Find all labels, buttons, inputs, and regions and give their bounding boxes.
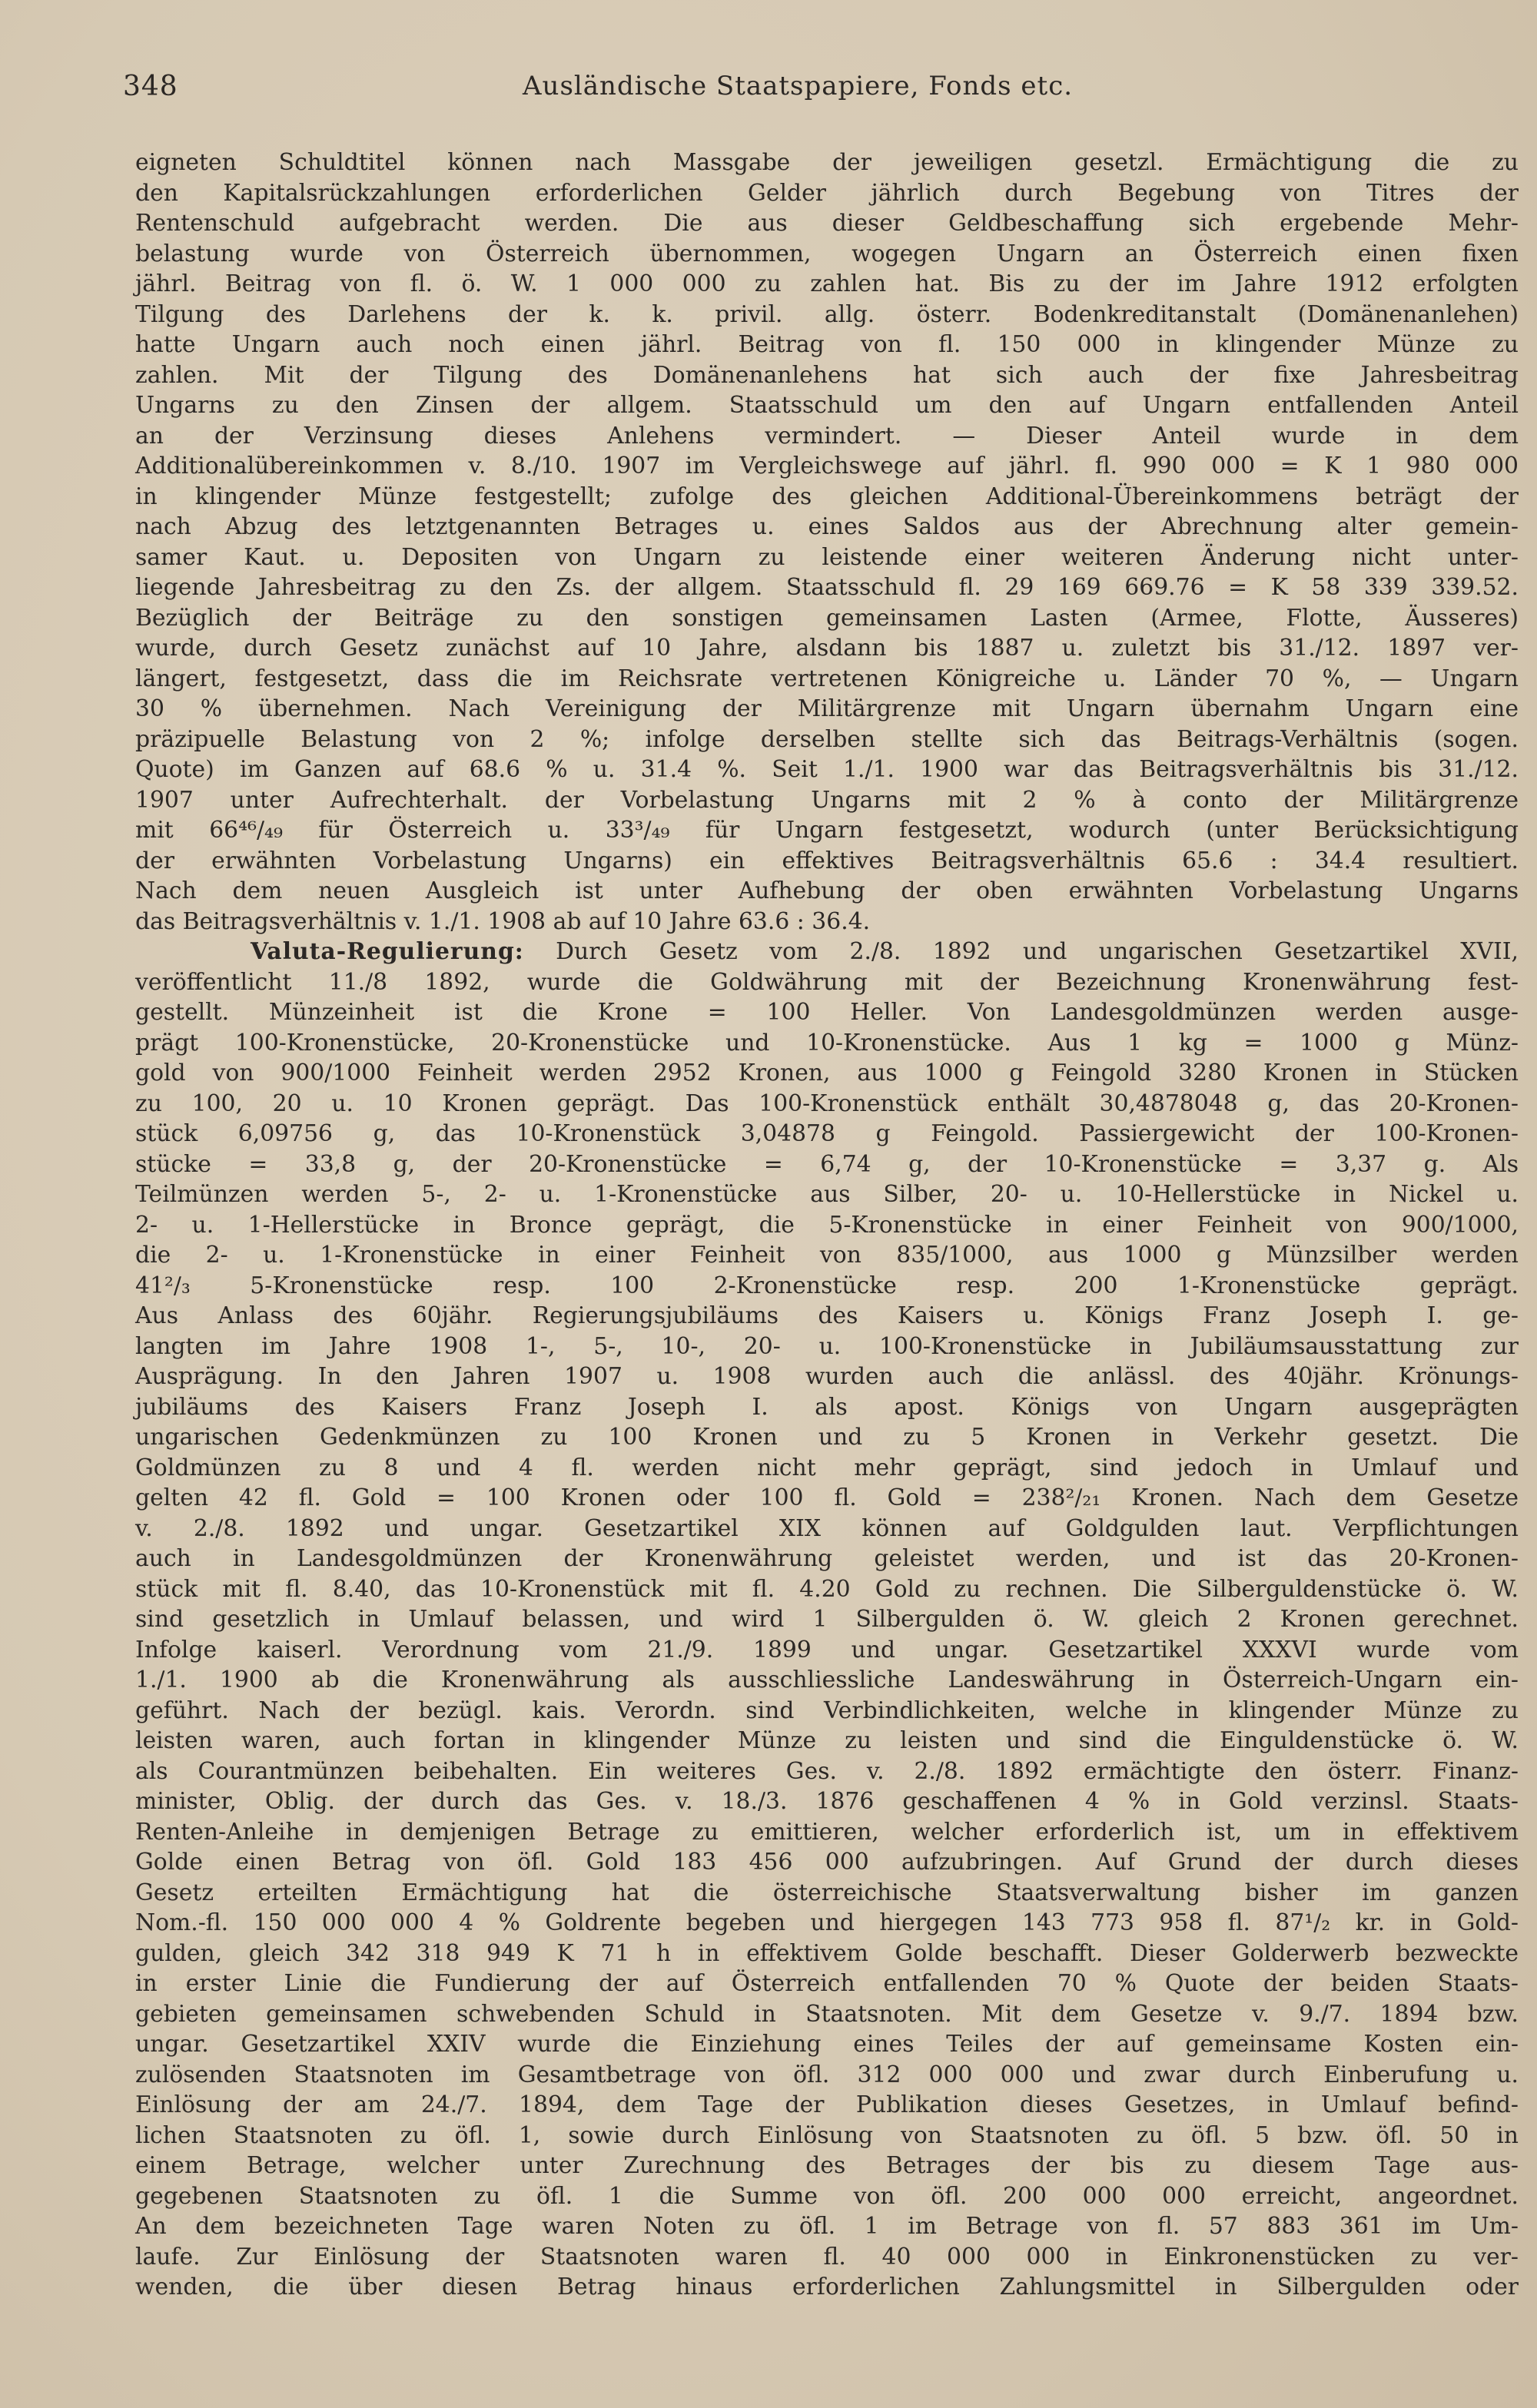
- text-line: der erwähnten Vorbelastung Ungarns) ein effektives Beitragsverhältnis 65.6 : 34.4 resultiert.: [135, 847, 1519, 874]
- text-line: liegende Jahresbeitrag zu den Zs. der allgem. Staatsschuld fl. 29 169 669.76 = K 58 339 339.52.: [135, 574, 1519, 601]
- text-line: eigneten Schuldtitel können nach Massgabe der jeweiligen gesetzl. Ermächtigung die zu: [135, 149, 1519, 176]
- text-line: v. 2./8. 1892 und ungar. Gesetzartikel XIX können auf Goldgulden laut. Verpflichtungen: [135, 1514, 1519, 1542]
- text-line: Ausprägung. In den Jahren 1907 u. 1908 wurden auch die anlässl. des 40jähr. Krönungs-: [135, 1363, 1519, 1390]
- text-line: Einlösung der am 24./7. 1894, dem Tage der Publikation dieses Gesetzes, in Umlauf befind-: [135, 2091, 1519, 2118]
- text-line: gulden, gleich 342 318 949 K 71 h in effektivem Golde beschafft. Dieser Golderwerb bezweckte: [135, 1939, 1519, 1967]
- text-line: zahlen. Mit der Tilgung des Domänenanlehens hat sich auch der fixe Jahresbeitrag: [135, 361, 1519, 389]
- text-line: sind gesetzlich in Umlauf belassen, und wird 1 Silbergulden ö. W. gleich 2 Kronen gerechnet.: [135, 1606, 1519, 1633]
- text-line: Infolge kaiserl. Verordnung vom 21./9. 1899 und ungar. Gesetzartikel XXXVI wurde vom: [135, 1636, 1519, 1663]
- text-line: als Courantmünzen beibehalten. Ein weiteres Ges. v. 2./8. 1892 ermächtigte den österr. Finanz-: [135, 1757, 1519, 1785]
- text-line: Bezüglich der Beiträge zu den sonstigen gemeinsamen Lasten (Armee, Flotte, Äusseres): [135, 604, 1519, 632]
- text-line: minister, Oblig. der durch das Ges. v. 18./3. 1876 geschaffenen 4 % in Gold verzinsl. Staats-: [135, 1788, 1519, 1815]
- text-line: Goldmünzen zu 8 und 4 fl. werden nicht mehr geprägt, sind jedoch in Umlauf und: [135, 1454, 1519, 1481]
- text-line: Gesetz erteilten Ermächtigung hat die österreichische Staatsverwaltung bisher im ganzen: [135, 1879, 1519, 1906]
- section-heading: Valuta-Regulierung:: [251, 938, 524, 965]
- text-line: die 2- u. 1-Kronenstücke in einer Feinheit von 835/1000, aus 1000 g Münzsilber werden: [135, 1242, 1519, 1269]
- text-line: Renten-Anleihe in demjenigen Betrage zu emittieren, welcher erforderlich ist, um in effektivem: [135, 1818, 1519, 1846]
- text-line: leisten waren, auch fortan in klingender Münze zu leisten und sind die Einguldenstücke ö. W.: [135, 1727, 1519, 1754]
- text-line: an der Verzinsung dieses Anlehens vermindert. — Dieser Anteil wurde in dem: [135, 422, 1519, 449]
- text-line: wenden, die über diesen Betrag hinaus erforderlichen Zahlungsmittel in Silbergulden oder: [135, 2274, 1519, 2300]
- text-line: 2- u. 1-Hellerstücke in Bronce geprägt, die 5-Kronenstücke in einer Feinheit von 900/1000,: [135, 1211, 1519, 1239]
- page-number: 348: [123, 71, 178, 102]
- text-line: Nach dem neuen Ausgleich ist unter Aufhebung der oben erwähnten Vorbelastung Ungarns: [135, 877, 1519, 904]
- text-line: gelten 42 fl. Gold = 100 Kronen oder 100 fl. Gold = 238²/₂₁ Kronen. Nach dem Gesetze: [135, 1484, 1519, 1511]
- text-line: Tilgung des Darlehens der k. k. privil. allg. österr. Bodenkreditanstalt (Domänenanlehen): [135, 300, 1519, 328]
- text-line: 30 % übernehmen. Nach Vereinigung der Militärgrenze mit Ungarn übernahm Ungarn eine: [135, 695, 1519, 722]
- text-line: präzipuelle Belastung von 2 %; infolge derselben stellte sich das Beitrags-Verhältnis (sogen.: [135, 725, 1519, 753]
- text-line: veröffentlicht 11./8 1892, wurde die Goldwährung mit der Bezeichnung Kronenwährung fest-: [135, 968, 1519, 996]
- text-line: ungarischen Gedenkmünzen zu 100 Kronen und zu 5 Kronen in Verkehr gesetzt. Die: [135, 1424, 1519, 1451]
- text-line: gegebenen Staatsnoten zu öfl. 1 die Summe von öfl. 200 000 000 erreicht, angeordnet.: [135, 2182, 1519, 2210]
- text-line: belastung wurde von Österreich übernommen, wogegen Ungarn an Österreich einen fixen: [135, 240, 1519, 267]
- text-line: jubiläums des Kaisers Franz Joseph I. als apost. Königs von Ungarn ausgeprägten: [135, 1393, 1519, 1421]
- running-head: Ausländische Staatspapiere, Fonds etc.: [523, 71, 1074, 101]
- text-line: langten im Jahre 1908 1-, 5-, 10-, 20- u. 100-Kronenstücke in Jubiläumsausstattung zur: [135, 1332, 1519, 1360]
- text-line: gestellt. Münzeinheit ist die Krone = 100 Heller. Von Landesgoldmünzen werden ausge-: [135, 999, 1519, 1026]
- text-line: 41²/₃ 5-Kronenstücke resp. 100 2-Kronenstücke resp. 200 1-Kronenstücke geprägt.: [135, 1272, 1519, 1299]
- text-line: Golde einen Betrag von öfl. Gold 183 456 000 aufzubringen. Auf Grund der durch dieses: [135, 1849, 1519, 1876]
- text-line: stück 6,09756 g, das 10-Kronenstück 3,04878 g Feingold. Passiergewicht der 100-Kronen-: [135, 1120, 1519, 1147]
- text-line: gold von 900/1000 Feinheit werden 2952 Kronen, aus 1000 g Feingold 3280 Kronen in Stücken: [135, 1060, 1519, 1086]
- text-line: 1907 unter Aufrechterhalt. der Vorbelastung Ungarns mit 2 % à conto der Militärgrenze: [135, 786, 1519, 814]
- text-line: einem Betrage, welcher unter Zurechnung des Betrages der bis zu diesem Tage aus-: [135, 2152, 1519, 2179]
- text-line: den Kapitalsrückzahlungen erforderlichen Gelder jährlich durch Begebung von Titres der: [135, 179, 1519, 207]
- text-line: zulösenden Staatsnoten im Gesamtbetrage von öfl. 312 000 000 und zwar durch Einberufung u.: [135, 2061, 1519, 2088]
- text-line: das Beitragsverhältnis v. 1./1. 1908 ab auf 10 Jahre 63.6 : 36.4.: [135, 907, 871, 935]
- text-line: ungar. Gesetzartikel XXIV wurde die Einziehung eines Teiles der auf gemeinsame Kosten ein-: [135, 2031, 1519, 2058]
- text-line: stücke = 33,8 g, der 20-Kronenstücke = 6,74 g, der 10-Kronenstücke = 3,37 g. Als: [135, 1150, 1519, 1178]
- text-line: in erster Linie die Fundierung der auf Österreich entfallenden 70 % Quote der beiden Staats-: [135, 1970, 1519, 1997]
- text-line: in klingender Münze festgestellt; zufolge des gleichen Additional-Übereinkommens beträgt der: [135, 483, 1519, 510]
- text-line: laufe. Zur Einlösung der Staatsnoten waren fl. 40 000 000 in Einkronenstücken zu ver-: [135, 2243, 1519, 2270]
- text-line: Nom.-fl. 150 000 000 4 % Goldrente begeben und hiergegen 143 773 958 fl. 87¹/₂ kr. in Gold-: [135, 1909, 1519, 1936]
- text-line: nach Abzug des letztgenannten Betrages u. eines Saldos aus der Abrechnung alter gemein-: [135, 513, 1519, 540]
- text-line: gebieten gemeinsamen schwebenden Schuld in Staatsnoten. Mit dem Gesetze v. 9./7. 1894 bzw.: [135, 2000, 1519, 2028]
- text-line: geführt. Nach der bezügl. kais. Verordn. sind Verbindlichkeiten, welche in klingender Münze zu: [135, 1697, 1519, 1724]
- text-line: prägt 100-Kronenstücke, 20-Kronenstücke und 10-Kronenstücke. Aus 1 kg = 1000 g Münz-: [135, 1029, 1519, 1056]
- page-header: [123, 71, 1445, 109]
- text-line: Additionalübereinkommen v. 8./10. 1907 im Vergleichswege auf jährl. fl. 990 000 = K 1 980 000: [135, 453, 1519, 479]
- text-line: zu 100, 20 u. 10 Kronen geprägt. Das 100-Kronenstück enthält 30,4878048 g, das 20-Kronen-: [135, 1090, 1519, 1117]
- text-line: Teilmünzen werden 5-, 2- u. 1-Kronenstücke aus Silber, 20- u. 10-Hellerstücke in Nickel u.: [135, 1181, 1519, 1208]
- text-line: lichen Staatsnoten zu öfl. 1, sowie durch Einlösung von Staatsnoten zu öfl. 5 bzw. öfl. 50 in: [135, 2121, 1519, 2149]
- text-line: wurde, durch Gesetz zunächst auf 10 Jahre, alsdann bis 1887 u. zuletzt bis 31./12. 1897 ver-: [135, 635, 1519, 662]
- text-line: 1./1. 1900 ab die Kronenwährung als ausschliessliche Landeswährung in Österreich-Ungarn ein-: [135, 1667, 1519, 1693]
- text-line: längert, festgesetzt, dass die im Reichsrate vertretenen Königreiche u. Länder 70 %, — Ungarn: [135, 665, 1519, 692]
- text-line: Ungarns zu den Zinsen der allgem. Staatsschuld um den auf Ungarn entfallenden Anteil: [135, 392, 1519, 419]
- text-line: Quote) im Ganzen auf 68.6 % u. 31.4 %. Seit 1./1. 1900 war das Beitragsverhältnis bis 31./12.: [135, 756, 1519, 783]
- text-line: hatte Ungarn auch noch einen jährl. Beitrag von fl. 150 000 in klingender Münze zu: [135, 331, 1519, 358]
- text-line: [135, 937, 1519, 967]
- text-line: Rentenschuld aufgebracht werden. Die aus dieser Geldbeschaffung sich ergebende Mehr-: [135, 210, 1519, 237]
- text-line: An dem bezeichneten Tage waren Noten zu öfl. 1 im Betrage von fl. 57 883 361 im Um-: [135, 2213, 1519, 2240]
- text-line-content: Durch Gesetz vom 2./8. 1892 und ungarischen Gesetzartikel XVII,: [523, 938, 1519, 965]
- text-line: stück mit fl. 8.40, das 10-Kronenstück mit fl. 4.20 Gold zu rechnen. Die Silberguldenstücke ö. W.: [135, 1575, 1519, 1603]
- text-line: samer Kaut. u. Depositen von Ungarn zu leistende einer weiteren Änderung nicht unter-: [135, 543, 1519, 571]
- text-line: Aus Anlass des 60jähr. Regierungsjubiläums des Kaisers u. Königs Franz Joseph I. ge-: [135, 1302, 1519, 1329]
- text-line: jährl. Beitrag von fl. ö. W. 1 000 000 zu zahlen hat. Bis zu der im Jahre 1912 erfolgten: [135, 270, 1519, 297]
- text-line: mit 66⁴⁶/₄₉ für Österreich u. 33³/₄₉ für Ungarn festgesetzt, wodurch (unter Berücksichtigung: [135, 817, 1519, 844]
- text-line: auch in Landesgoldmünzen der Kronenwährung geleistet werden, und ist das 20-Kronen-: [135, 1545, 1519, 1572]
- body-text: [135, 148, 1519, 2303]
